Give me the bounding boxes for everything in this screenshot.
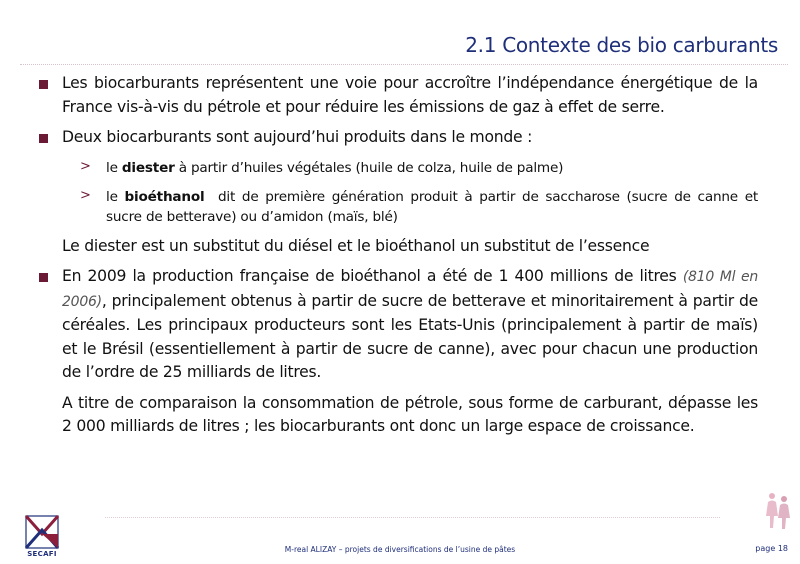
slide-title: 2.1 Contexte des bio carburants [465,33,778,57]
sub-bullet-text-post: à partir d’huiles végétales (huile de colza, huile de palme) [174,159,564,176]
slide-content [36,72,763,439]
paragraph-substitutes: Le diester est un substitut du diésel et le bioéthanol un substitut de l’essence [62,236,650,255]
bullet-production-2009 [36,265,758,385]
bullet-independence [36,72,758,119]
bullet-text-pre: En 2009 la production française de bioéthanol a été de 1 400 millions de litres [62,267,683,285]
bullet-note: (810 Ml en 2006) [62,269,758,310]
square-bullet-icon [39,134,48,143]
paragraph-comparison: A titre de comparaison la consommation de pétrole, sous forme de carburant, dépasse les 2 000 milliards de litres ; les biocarburants ont donc un large espace de croissance. [62,393,758,435]
footer-divider [105,517,720,518]
square-bullet-icon [39,273,48,282]
bullet-text: Les biocarburants représentent une voie pour accroître l’indépendance énergétique de la France vis-à-vis du pétrole et pour réduire les émissions de gaz à effet de serre. [62,74,758,116]
bullet-text: Deux biocarburants sont aujourd’hui produits dans le monde : [62,128,533,146]
sub-bullet-bioethanol [36,187,763,227]
logo-text: SECAFI [27,550,57,558]
square-bullet-icon [39,80,48,89]
term-bioethanol: bioéthanol [124,188,205,205]
chevron-right-icon: > [80,187,91,203]
sub-bullet-text-pre: le [106,188,125,205]
footer-text: M-real ALIZAY – projets de diversifications de l’usine de pâtes [284,545,516,554]
sub-bullet-text-pre: le [106,159,122,176]
figures-decoration-icon [760,490,794,530]
page-number: page 18 [755,544,788,553]
sub-bullet-text-post: dit de première génération produit à partir de saccharose (sucre de canne et sucre de betterave) ou d’amidon (maïs, blé) [106,188,763,225]
bullet-two-biofuels [36,126,758,150]
title-divider [20,64,788,65]
bullet-text-post: , principalement obtenus à partir de sucre de betterave et minoritairement à partir de céréales. Les principaux producteurs sont les Etats-Unis (principalement à partir de maïs) et le Brésil (essentiellement à partir de sucre de canne), avec pour chacun une production de l’ordre de 25 milliards de litres. [62,291,758,381]
chevron-right-icon: > [80,158,91,174]
term-diester: diester [121,159,175,176]
sub-bullet-diester [36,158,758,178]
